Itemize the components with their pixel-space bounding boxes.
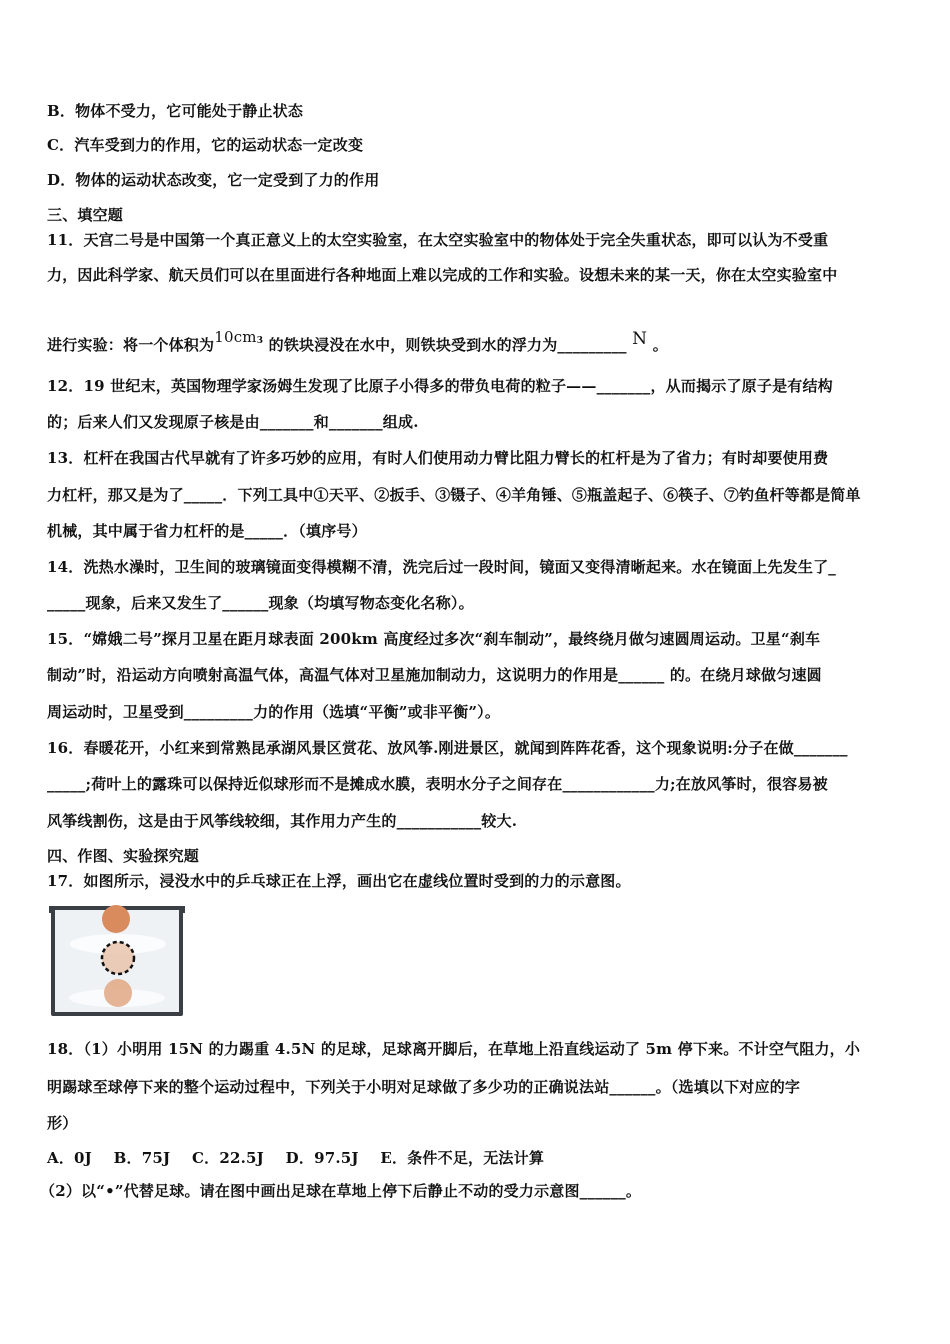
section-title-fill-in: 三、填空题 xyxy=(47,206,124,224)
q11-line-2: 力，因此科学家、航天员们可以在里面进行各种地面上难以完成的工作和实验。设想未来的某一天，你在太空实验室中 xyxy=(47,266,838,284)
q18-choices: A．0J B．75J C．22.5J D．97.5J E．条件不足，无法计算 xyxy=(47,1149,545,1167)
ping-pong-ball-bottom xyxy=(104,979,132,1007)
q13-line-3: 机械，其中属于省力杠杆的是_____．（填序号） xyxy=(47,522,367,540)
q16-line-3: 风筝线割伤，这是由于风筝线较细，其作用力产生的___________较大. xyxy=(47,812,518,830)
q16-line-2: _____;荷叶上的露珠可以保持近似球形而不是摊成水膜，表明水分子之间存在____________力;在放风筝时，很容易被 xyxy=(47,775,828,793)
q18-line-1: 18．（1）小明用 15N 的力踢重 4.5N 的足球，足球离开脚后，在草地上沿直线运动了 5m 停下来。不计空气阻力，小 xyxy=(47,1040,861,1058)
q18-line-3: 形） xyxy=(47,1114,78,1132)
q15-line-1: 15．“嫦娥二号”探月卫星在距月球表面 200km 高度经过多次“刹车制动”，最终绕月做匀速圆周运动。卫星“刹车 xyxy=(47,630,821,648)
q18-part-2: （2）以“•”代替足球。请在图中画出足球在草地上停下后静止不动的受力示意图______。 xyxy=(40,1182,642,1200)
option-b: B．物体不受力，它可能处于静止状态 xyxy=(47,102,304,120)
q12-line-2: 的；后来人们又发现原子核是由_______和_______组成. xyxy=(47,413,419,431)
volume-value: 10cm xyxy=(214,328,257,346)
q11-line-1: 11．天宫二号是中国第一个真正意义上的太空实验室，在太空实验室中的物体处于完全失重状态，即可以认为不受重 xyxy=(47,231,829,249)
q17-text: 17．如图所示，浸没水中的乒乓球正在上浮，画出它在虚线位置时受到的力的示意图。 xyxy=(47,872,631,890)
q12-line-1: 12．19 世纪末，英国物理学家汤姆生发现了比原子小得多的带负电荷的粒子——_______，从而揭示了原子是有结构 xyxy=(47,377,833,395)
q11-line-3-end: 的铁块浸没在水中，则铁块受到水的浮力为_________ xyxy=(268,336,627,354)
q13-line-1: 13．杠杆在我国古代早就有了许多巧妙的应用，有时人们使用动力臂比阻力臂长的杠杆是为了省力；有时却要使用费 xyxy=(47,449,829,467)
unit-newton: N xyxy=(632,329,648,349)
q15-line-2: 制动”时，沿运动方向喷射高温气体，高温气体对卫星施加制动力，这说明力的作用是______ 的。在绕月球做匀速圆 xyxy=(47,666,822,684)
volume-exponent: 3 xyxy=(256,336,264,346)
q18-line-2: 明踢球至球停下来的整个运动过程中，下列关于小明对足球做了多少功的正确说法站______。（选填以下对应的字 xyxy=(47,1078,801,1096)
q13-line-2: 力杠杆，那又是为了_____．下列工具中①天平、②扳手、③镊子、④羊角锤、⑤瓶盖起子、⑥筷子、⑦钓鱼杆等都是简单 xyxy=(47,486,861,504)
q11-line-3 xyxy=(47,327,668,355)
beaker-figure xyxy=(49,900,185,1018)
q14-line-1: 14．洗热水澡时，卫生间的玻璃镜面变得模糊不清，洗完后过一段时间，镜面又变得清晰起来。水在镜面上先发生了_ xyxy=(47,558,836,576)
option-d: D．物体的运动状态改变，它一定受到了力的作用 xyxy=(47,171,380,189)
section-title-drawing: 四、作图、实验探究题 xyxy=(47,847,200,865)
q11-period: 。 xyxy=(652,336,668,354)
q15-line-3: 周运动时，卫星受到_________力的作用（选填“平衡”或非平衡”）。 xyxy=(47,703,501,721)
ping-pong-ball-top xyxy=(102,905,130,933)
option-c: C．汽车受到力的作用，它的运动状态一定改变 xyxy=(47,136,364,154)
q16-line-1: 16．春暖花开，小红来到常熟昆承湖风景区赏花、放风筝.刚进景区，就闻到阵阵花香，这个现象说明:分子在做_______ xyxy=(47,739,848,757)
q11-line-3-start: 进行实验：将一个体积为 xyxy=(47,336,215,354)
q14-line-2: _____现象，后来又发生了______现象（均填写物态变化名称）。 xyxy=(47,594,474,612)
